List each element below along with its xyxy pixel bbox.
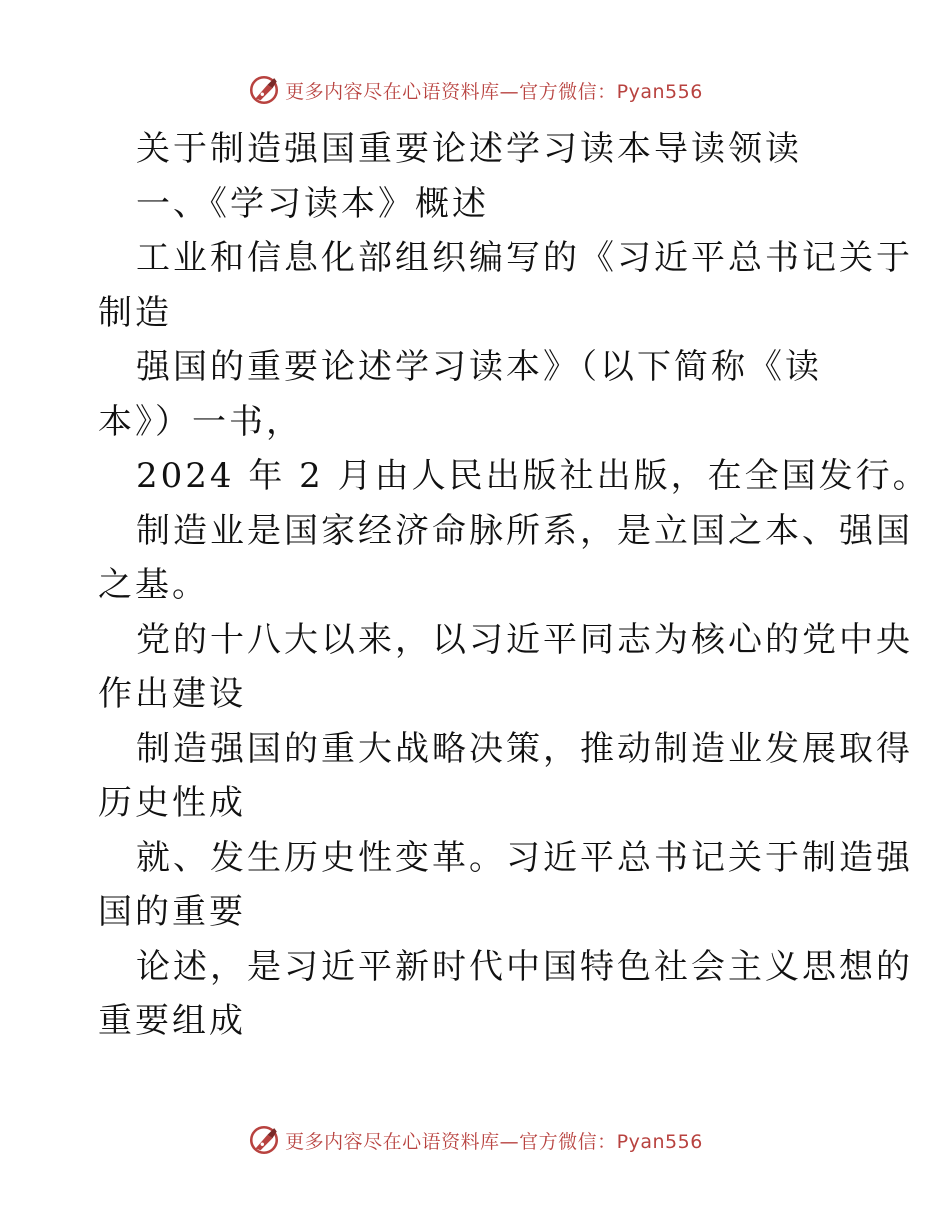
footer-banner — [0, 1120, 950, 1160]
paragraph-line: 重要组成 — [98, 1001, 246, 1041]
header-banner-text: 更多内容尽在心语资料库—官方微信：Pyan556 — [285, 80, 703, 103]
paragraph-line: 党的十八大以来，以习近平同志为核心的党中央 — [136, 619, 913, 660]
paragraph-line: 制造强国的重大战略决策，推动制造业发展取得 — [136, 728, 913, 769]
paragraph-line: 制造 — [98, 292, 172, 333]
paragraph-line: 作出建设 — [98, 674, 246, 714]
paragraph-line: 制造业是国家经济命脉所系，是立国之本、强国 — [136, 510, 913, 551]
header-banner — [0, 70, 950, 110]
document-title: 关于制造强国重要论述学习读本导读领读 — [136, 129, 802, 169]
section-heading: 一、《学习读本》概述 — [136, 183, 489, 224]
document-body — [98, 122, 930, 1049]
footer-banner-text: 更多内容尽在心语资料库—官方微信：Pyan556 — [285, 1130, 703, 1153]
pen-nib-logo-icon — [247, 73, 281, 107]
paragraph-line: 就、发生历史性变革。习近平总书记关于制造强 — [136, 837, 913, 878]
paragraph-line: 论述，是习近平新时代中国特色社会主义思想的 — [136, 946, 913, 987]
paragraph-line: 历史性成 — [98, 783, 246, 823]
paragraph-line: 国的重要 — [98, 892, 246, 932]
paragraph-line: 强国的重要论述学习读本》（以下简称《读 — [136, 347, 822, 387]
paragraph-line: 本》）一书， — [98, 401, 303, 442]
paragraph-line: 2024 年 2 月由人民出版社出版，在全国发行。 — [136, 456, 930, 496]
paragraph-line: 之基。 — [98, 565, 209, 605]
paragraph-line: 工业和信息化部组织编写的《习近平总书记关于 — [136, 238, 913, 278]
pen-nib-logo-icon — [247, 1123, 281, 1157]
